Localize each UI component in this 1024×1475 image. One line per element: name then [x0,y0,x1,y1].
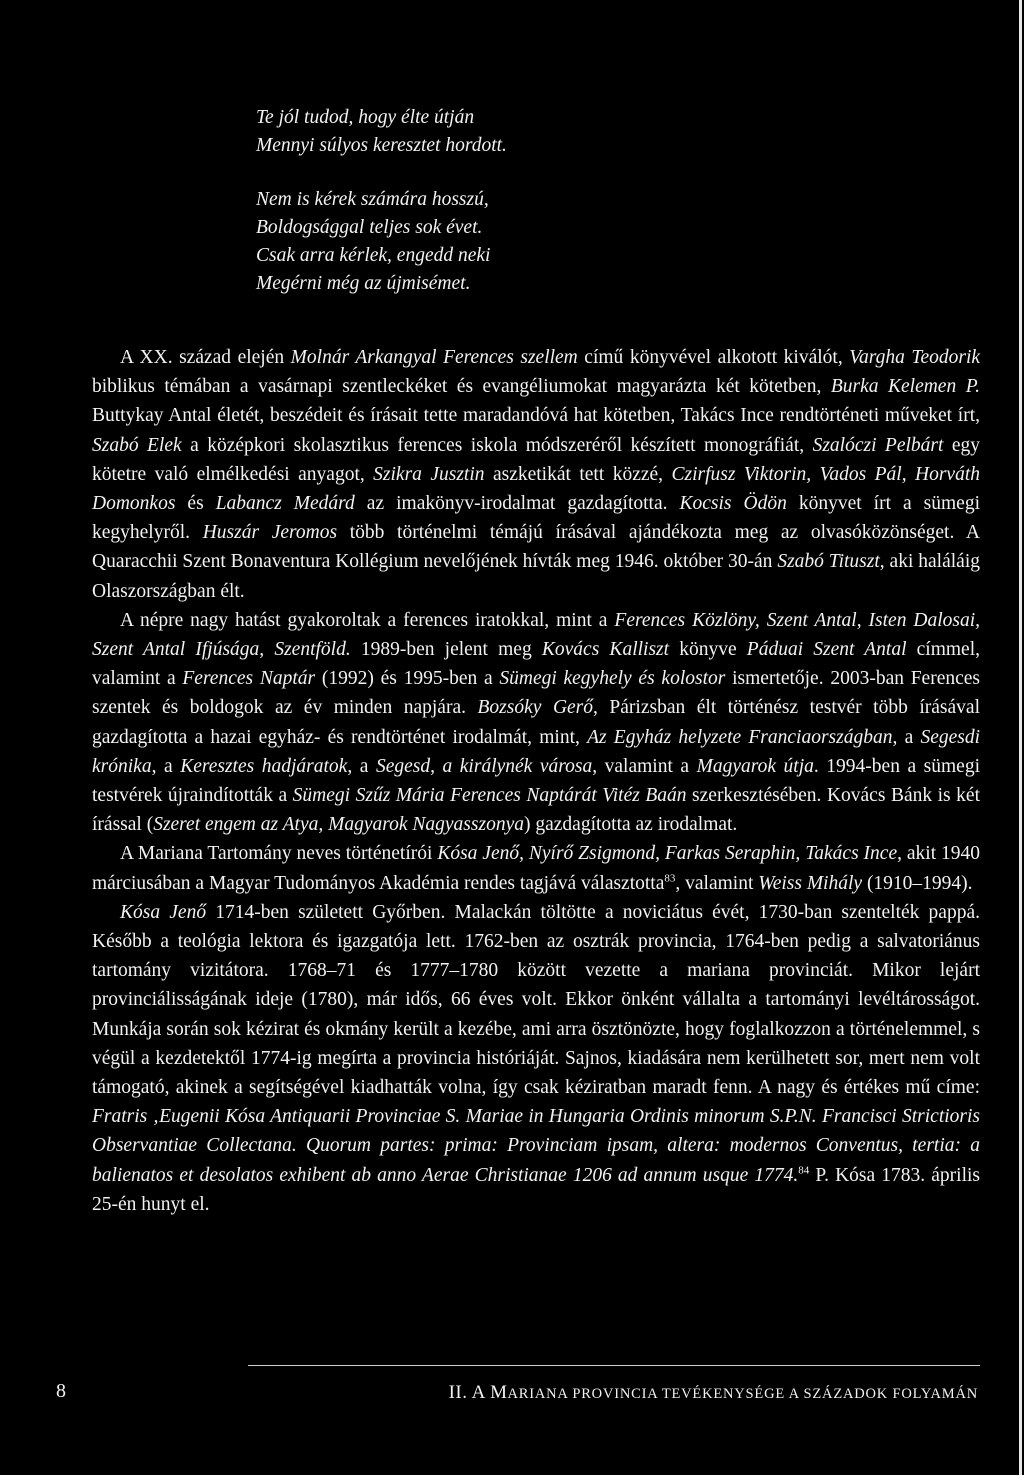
text-run: címmel, valamint a [92,639,980,690]
italic-run: Magyarok útja [696,755,814,777]
page-number: 8 [56,1380,66,1402]
italic-run: Kovács Kalliszt [541,639,670,661]
italic-run: Huszár Jeromos [202,522,338,544]
body-text [92,343,980,1219]
poem-line: Csak arra kérlek, engedd neki [256,245,491,266]
text-run: , Párizsban élt történész testvér több írásával gazdagította a hazai egyház- és rendtörténet irodalmát, mint, [92,697,980,748]
footnote-ref: 83 [664,872,676,885]
italic-run: Sümegi Szűz Mária Ferences Naptárát Vitéz Baán [292,785,687,807]
poem-line: Mennyi súlyos keresztet hordott. [256,135,507,156]
text-run: Buttykay Antal életét, beszédeit és írásait tette maradandóvá hat kötetben, Takács Ince rendtörténeti műveket írt, [92,405,980,427]
poem-line: Te jól tudod, hogy élte útján [256,107,475,128]
text-run: . 1994-ben a sümegi testvérek újraindították a [92,755,981,807]
page-edge-line [1019,0,1022,1475]
italic-run: Szabó Elek [92,434,182,456]
poem-line: Megérni még az újmisémet. [256,273,471,294]
text-run: 1989-ben jelent meg [350,639,542,661]
paragraph-4 [92,898,980,1219]
text-run: , a [347,755,376,777]
text-run: biblikus témában a vasárnapi szentleckéket és evangéliumokat magyarázta két kötetben, [92,376,831,398]
text-run: és [175,493,216,515]
italic-run: Keresztes hadjáratok [180,755,348,777]
poem-stanza-2 [256,186,507,298]
paragraph-1 [92,343,980,606]
text-run: aszketikát tett közzé, [484,463,672,485]
paragraph-3 [92,839,980,897]
italic-run: Vargha Teodorik [849,347,981,368]
text-run: az imakönyv-irodalmat gazdagította. [354,493,680,515]
poem [256,104,507,324]
running-head-first: II. A M [448,1382,508,1403]
text-run: könyve [669,639,747,661]
text-run: A népre nagy hatást gyakoroltak a ferences iratokkal, mint a [120,609,615,631]
paragraph-2 [92,606,980,840]
italic-run: Ferences Naptár [182,668,316,690]
text-run: , valamint a [592,755,697,777]
text-run: egy kötetre való elmélkedési anyagot, [92,434,980,485]
text-run: , a [892,726,921,748]
poem-line: Boldogsággal teljes sok évet. [256,217,483,238]
text-run: , valamint [675,872,759,894]
text-run: , akit 1940 márciusában a Magyar Tudományos Akadémia rendes tagjává választotta [92,843,981,894]
text-run: a középkori skolasztikus ferences iskola módszeréről készített monográfiát, [181,434,813,456]
italic-run: Czirfusz Viktorin, Vados Pál, Horváth Domonkos [92,463,981,515]
running-head-rest: ARIANA PROVINCIA TEVÉKENYSÉGE A SZÁZADOK FOLYAMÁN [507,1386,978,1402]
italic-run: Szikra Jusztin [373,463,485,485]
italic-run: Labancz Medárd [215,493,355,515]
italic-run: Weiss Mihály [758,872,863,894]
italic-run: Szalóczi Pelbárt [812,434,944,456]
text-run: (1910–1994). [862,872,973,894]
italic-run: Molnár Arkangyal Ferences szellem [290,347,578,368]
footnote-ref: 84 [798,1164,810,1177]
text-run: című könyvével alkotott kiválót, [577,347,850,368]
text-run: (1992) és 1995-ben a [315,668,500,690]
text-run: P. Kósa 1783. április 25-én hunyt el. [92,1164,981,1215]
text-run: szerkesztésében. Kovács Bánk is két írással ( [92,785,980,836]
text-run: 1714-ben született Győrben. Malackán töltötte a noviciátus évét, 1730-ban szentelték pappá. Később a teológia lektora és igazgatója lett. 1762-ben az osztrák provincia, 1764-ben pedig a salvatoriánus tartomány vizitátora. 1768–71 és 1777–1780 között vezette a mariana provinciát. Mikor lejárt provinciálisságának ideje (1780), már idős, 66 éves volt. Ekkor önként vállalta a tartományi levéltárosságot. Munkája során sok kézirat és okmány került a kezébe, ami arra ösztönözte, hogy foglalkozzon a történelemmel, s végül a kezdetektől 1774-ig megírta a provincia históriáját. Sajnos, kiadására nem kerülhetett sor, mert nem volt támogató, akinek a segítségével kiadhatták volna, így csak kéziratban maradt fenn. A nagy és értékes mű címe: [92,901,980,1099]
italic-run: Szabó Tituszt [777,551,880,573]
text-run: könyvet írt a sümegi kegyhelyről. [92,493,980,544]
text-run: ismertetője. 2003-ban Ferences szentek és boldogok az év minden napjára. [92,668,981,719]
text-run: A Mariana Tartomány neves történetírói [120,843,438,865]
footer-divider [248,1365,980,1366]
italic-run: Bozsóky Gerő [477,697,594,719]
text-run: A XX. század elején [120,347,291,368]
italic-run: Fratris ‚Eugenii Kósa Antiquarii Provinciae S. Mariae in Hungaria Ordinis minorum S.P.N. Francisci Strictioris Observantiae Collectana. Quorum partes: prima: Provinciam ipsam, altera: modernos Conventus, tertia: a balienatos et desolatos exhibent ab anno Aerae Christianae 1206 ad annum usque 1774. [92,1106,980,1186]
italic-run: Páduai Szent Antal [746,639,907,661]
poem-line: Nem is kérek számára hosszú, [256,189,489,210]
italic-run: Segesd, a királynék városa [375,755,593,777]
poem-stanza-1 [256,104,507,160]
running-head [449,1382,978,1404]
italic-run: Szeret engem az Atya, Magyarok Nagyasszonya [153,814,524,836]
italic-run: Burka Kelemen P. [830,376,980,398]
text-run: , a [151,755,181,777]
text-run: több történelmi témájú írásával ajándékozta meg az olvasóközönséget. A Quaracchii Szent Bonaventura Kollégium nevelőjének hívták meg 1946. október 30-án [92,522,981,573]
text-run: , aki haláláig Olaszországban élt. [92,551,980,602]
italic-run: Az Egyház helyzete Franciaországban [587,726,893,748]
italic-run: Kocsis Ödön [679,493,787,515]
italic-run: Kósa Jenő [120,901,207,923]
italic-run: Sümegi kegyhely és kolostor [499,668,726,690]
italic-run: Kósa Jenő, Nyírő Zsigmond, Farkas Seraphin, Takács Ince [437,843,898,865]
italic-run: Ferences Közlöny, Szent Antal, Isten Dalosai, Szent Antal Ifjúsága, Szentföld. [92,609,981,661]
italic-run: Segesdi krónika [92,726,981,777]
text-run: ) gazdagította az irodalmat. [523,814,738,836]
